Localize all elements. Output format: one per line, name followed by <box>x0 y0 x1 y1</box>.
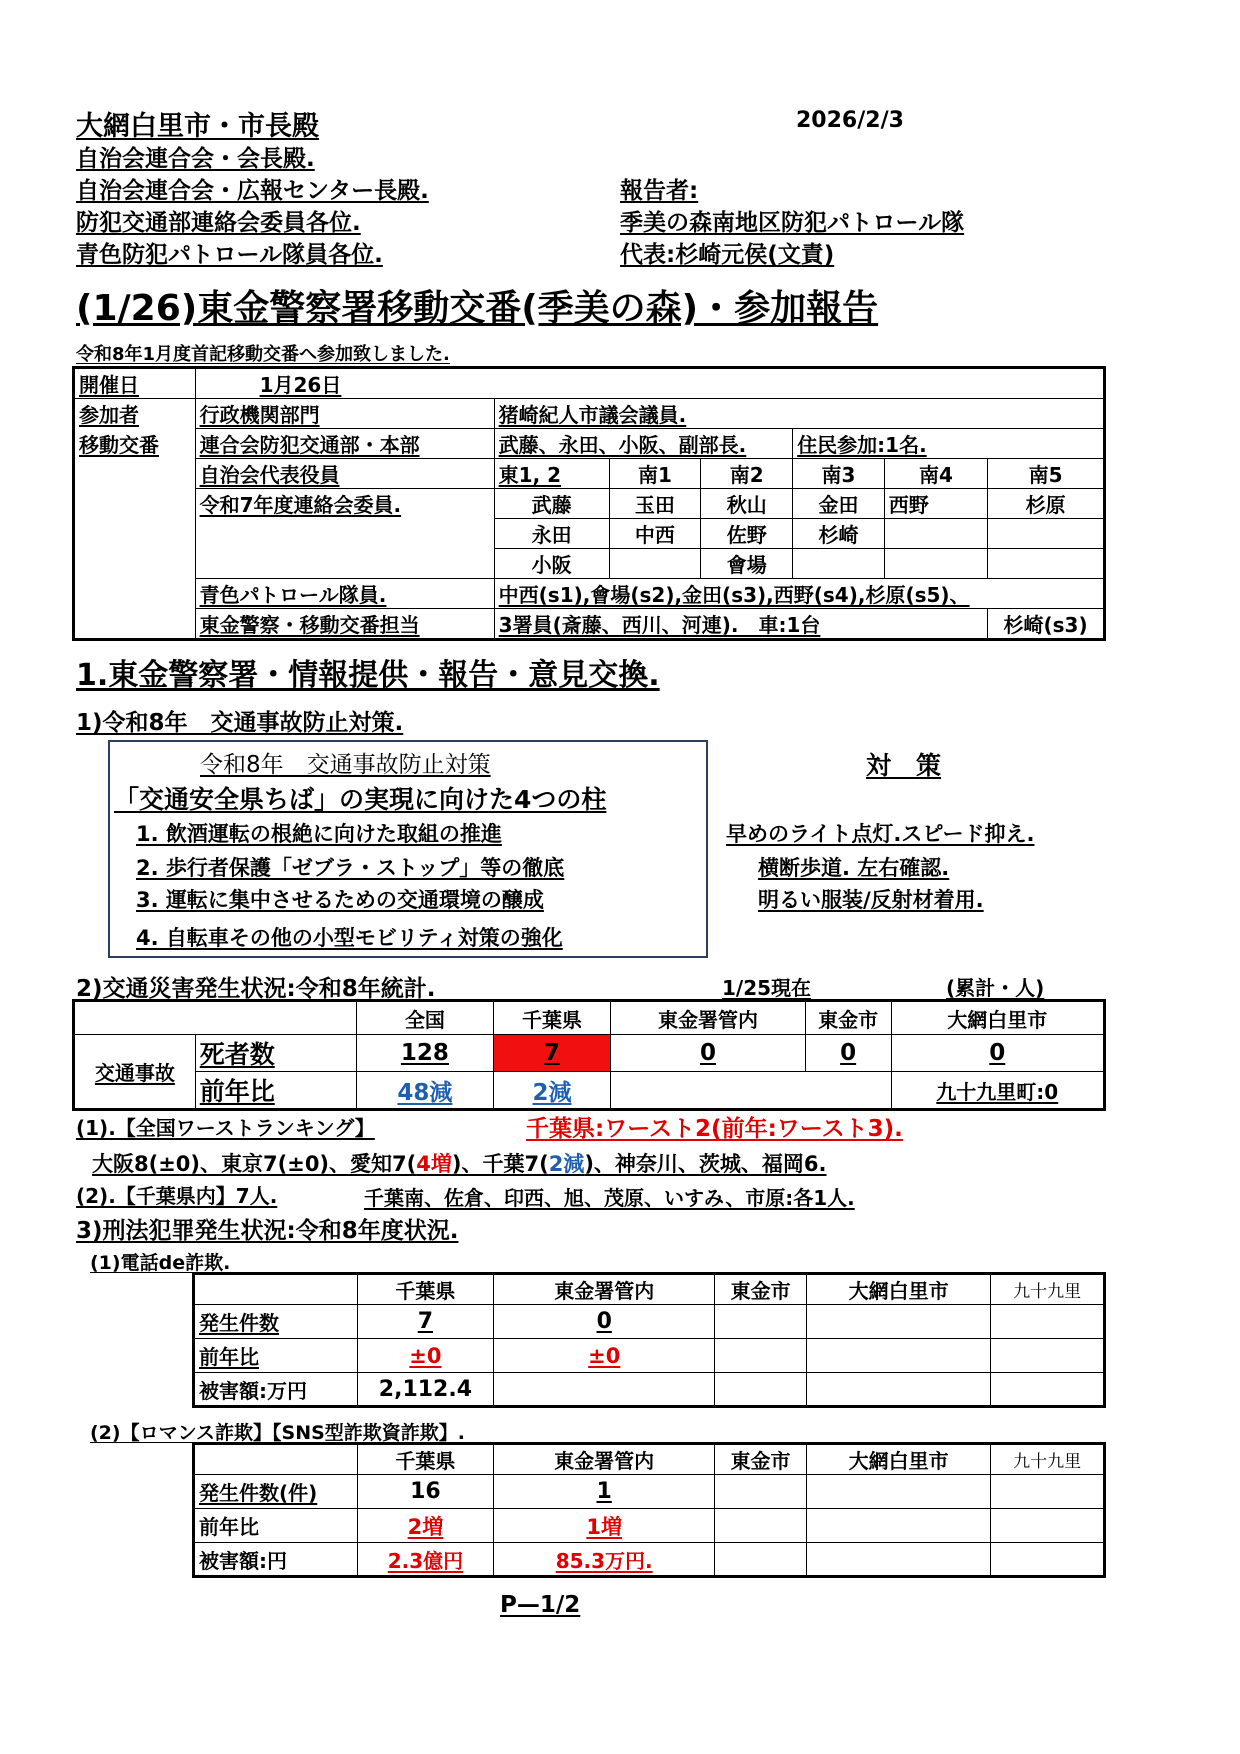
table1-label: (1)電話de詐欺. <box>90 1252 231 1274</box>
box-subtitle: 「交通安全県ちば」の実現に向けた4つの柱 <box>114 785 607 814</box>
ranking-part: )、神奈川、茨城、福岡6. <box>584 1152 827 1176</box>
reporter-label: 報告者: <box>620 178 699 204</box>
ao-patrol-value: 中西(s1),會場(s2),金田(s3),西野(s4),杉原(s5)、 <box>494 579 1104 609</box>
row-label: 前年比 <box>194 1339 358 1373</box>
row2-value: 武藤、永田、小阪、副部長. <box>494 429 793 459</box>
col-header: 東金市 <box>715 1274 807 1305</box>
cell-value: ±0 <box>494 1339 715 1373</box>
ranking-line <box>92 1148 827 1178</box>
member-cell <box>884 549 987 579</box>
sanka-label: 参加者 <box>74 399 196 429</box>
cell-value: 7 <box>357 1305 494 1339</box>
col-header: 全国 <box>357 1001 493 1035</box>
row4-category: 令和7年度連絡会委員. <box>195 489 494 579</box>
row2-category: 連合会防犯交通部・本部 <box>195 429 494 459</box>
reporter-rep: 代表:杉崎元侯(文責) <box>620 242 835 268</box>
addressee-council-head: 自治会連合会・会長殿. <box>76 146 315 172</box>
col-header: 大網白里市 <box>806 1444 990 1475</box>
addressee-committee: 防犯交通部連絡会委員各位. <box>76 210 361 236</box>
col-header: 千葉県 <box>493 1001 611 1035</box>
traffic-group-label: 交通事故 <box>74 1035 196 1110</box>
cumulative-note: (累計・人) <box>946 976 1045 1000</box>
cell-value: 0 <box>494 1305 715 1339</box>
yoy-national: 48減 <box>357 1072 493 1110</box>
area-header: 南5 <box>988 459 1105 489</box>
yoy-label: 前年比 <box>195 1072 356 1110</box>
member-cell: 杉崎 <box>793 519 885 549</box>
kaisai-label: 開催日 <box>74 368 196 399</box>
col-header: 東金市 <box>805 1001 891 1035</box>
member-cell: 小阪 <box>494 549 609 579</box>
kaisai-value: 1月26日 <box>195 368 1104 399</box>
area-header: 東1, 2 <box>494 459 609 489</box>
measure-3: 明るい服装/反射材着用. <box>758 888 984 912</box>
member-cell <box>988 549 1105 579</box>
box-title: 令和8年 交通事故防止対策 <box>200 752 491 778</box>
report-date: 2026/2/3 <box>796 108 904 133</box>
ranking-chiba: 千葉県:ワースト2(前年:ワースト3). <box>526 1116 903 1142</box>
area-header: 南1 <box>609 459 701 489</box>
row-label: 発生件数 <box>194 1305 358 1339</box>
romance-fraud-table <box>192 1442 1106 1578</box>
ranking-part: )、千葉7( <box>451 1152 549 1176</box>
row2-residents: 住民参加:1名. <box>793 429 1105 459</box>
col-header: 千葉県 <box>357 1274 494 1305</box>
cell-value: ±0 <box>357 1339 494 1373</box>
page-title: (1/26)東金警察署移動交番(季美の森)・参加報告 <box>76 288 879 329</box>
measures-title: 対 策 <box>866 751 942 780</box>
deaths-label: 死者数 <box>195 1035 356 1072</box>
cell-value: 1増 <box>494 1509 715 1543</box>
police-value: 3署員(斎藤、西川、河連). 車:1台 <box>494 609 988 640</box>
reporter-org: 季美の森南地区防犯パトロール隊 <box>620 210 965 236</box>
pref-value: 千葉南、佐倉、印西、旭、茂原、いすみ、市原:各1人. <box>364 1186 855 1210</box>
row1-category: 行政機関部門 <box>195 399 494 429</box>
ao-patrol-label: 青色パトロール隊員. <box>195 579 494 609</box>
row3-category: 自治会代表役員 <box>195 459 494 489</box>
as-of-date: 1/25現在 <box>722 976 812 1000</box>
section1-sub1: 1)令和8年 交通事故防止対策. <box>76 710 404 736</box>
section1-heading: 1.東金警察署・情報提供・報告・意見交換. <box>76 658 660 693</box>
member-cell: 金田 <box>793 489 885 519</box>
deaths-oamishirasato: 0 <box>891 1035 1104 1072</box>
member-cell: 中西 <box>609 519 701 549</box>
section1-sub2: 2)交通災害発生状況:令和8年統計. <box>76 976 436 1002</box>
addressee-pr-center: 自治会連合会・広報センター長殿. <box>76 178 429 204</box>
ranking-part: 4増 <box>416 1152 452 1176</box>
police-extra: 杉崎(s3) <box>988 609 1105 640</box>
member-cell: 武藤 <box>494 489 609 519</box>
area-header: 南4 <box>884 459 987 489</box>
row-label: 前年比 <box>194 1509 358 1543</box>
member-cell: 秋山 <box>701 489 793 519</box>
member-cell: 會場 <box>701 549 793 579</box>
page-number: P—1/2 <box>500 1592 581 1618</box>
police-label: 東金警察・移動交番担当 <box>195 609 494 640</box>
member-cell: 永田 <box>494 519 609 549</box>
member-cell: 佐野 <box>701 519 793 549</box>
addressee-patrol: 青色防犯パトロール隊員各位. <box>76 242 383 268</box>
phone-fraud-table <box>192 1272 1106 1408</box>
col-header: 東金署管内 <box>611 1001 805 1035</box>
cell-value: 16 <box>357 1475 494 1509</box>
col-header: 東金署管内 <box>494 1274 715 1305</box>
ranking-part: 2減 <box>548 1152 585 1176</box>
cell-value <box>494 1373 715 1407</box>
idou-label: 移動交番 <box>74 429 196 640</box>
area-header: 南3 <box>793 459 885 489</box>
row-label: 被害額:円 <box>194 1543 358 1577</box>
col-header: 千葉県 <box>357 1444 494 1475</box>
member-cell <box>988 519 1105 549</box>
deaths-togane-station: 0 <box>611 1035 805 1072</box>
deaths-togane-city: 0 <box>805 1035 891 1072</box>
col-header: 東金署管内 <box>494 1444 715 1475</box>
crime-heading: 3)刑法犯罪発生状況:令和8年度状況. <box>76 1218 459 1244</box>
pillar-4: 4. 自転車その他の小型モビリティ対策の強化 <box>136 926 563 950</box>
area-header: 南2 <box>701 459 793 489</box>
row-label: 発生件数(件) <box>194 1475 358 1509</box>
kujukuri-note: 九十九里町:0 <box>891 1072 1104 1110</box>
measure-1: 早めのライト点灯.スピード抑え. <box>726 822 1035 846</box>
member-cell: 玉田 <box>609 489 701 519</box>
intro-text: 令和8年1月度首記移動交番へ参加致しました. <box>76 344 450 365</box>
pillar-1: 1. 飲酒運転の根絶に向けた取組の推進 <box>136 822 502 846</box>
row1-value: 猪崎紀人市議会議員. <box>494 399 1104 429</box>
member-cell: 西野 <box>884 489 987 519</box>
traffic-accident-table <box>72 999 1106 1111</box>
participants-table <box>72 366 1106 641</box>
yoy-chiba: 2減 <box>493 1072 611 1110</box>
member-cell <box>884 519 987 549</box>
cell-value: 2,112.4 <box>357 1373 494 1407</box>
col-header: 九十九里 <box>991 1274 1105 1305</box>
row-label: 被害額:万円 <box>194 1373 358 1407</box>
deaths-national: 128 <box>357 1035 493 1072</box>
col-header: 東金市 <box>715 1444 807 1475</box>
pref-label: (2).【千葉県内】7人. <box>76 1184 278 1208</box>
cell-value: 85.3万円. <box>494 1543 715 1577</box>
addressee-mayor: 大網白里市・市長殿 <box>76 111 319 142</box>
ranking-part: 大阪8(±0)、東京7(±0)、愛知7( <box>92 1152 417 1176</box>
pillar-3: 3. 運転に集中させるための交通環境の醸成 <box>136 888 544 912</box>
col-header: 九十九里 <box>991 1444 1105 1475</box>
member-cell: 杉原 <box>988 489 1105 519</box>
member-cell <box>793 549 885 579</box>
member-cell <box>609 549 701 579</box>
deaths-chiba: 7 <box>493 1035 611 1072</box>
measure-2: 横断歩道. 左右確認. <box>758 856 950 880</box>
cell-value: 2増 <box>357 1509 494 1543</box>
col-header: 大網白里市 <box>807 1274 991 1305</box>
ranking-label: (1).【全国ワーストランキング】 <box>76 1116 375 1140</box>
cell-value: 1 <box>494 1475 715 1509</box>
table2-label: (2)【ロマンス詐欺】【SNS型詐欺資詐欺】. <box>90 1422 466 1444</box>
pillar-2: 2. 歩行者保護「ゼブラ・ストップ」等の徹底 <box>136 856 565 880</box>
col-header: 大網白里市 <box>891 1001 1104 1035</box>
cell-value: 2.3億円 <box>357 1543 494 1577</box>
